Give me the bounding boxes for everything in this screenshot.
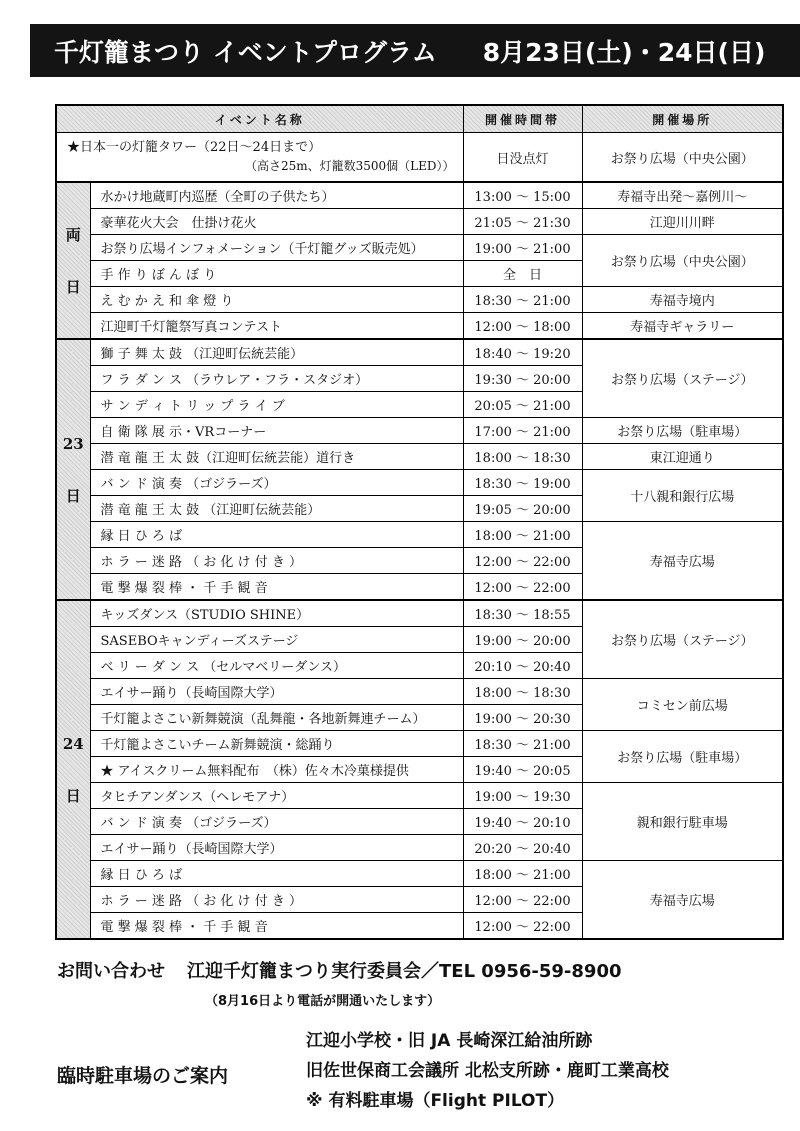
- event-name: お祭り広場インフォメーション（千灯籠グッズ販売処）: [90, 235, 463, 261]
- event-name: 縁 日 ひ ろ ば: [90, 861, 463, 887]
- event-time: 19:40 ～ 20:05: [463, 757, 582, 783]
- event-venue: 江迎川川畔: [582, 209, 783, 235]
- event-name: 千灯籠よさこいチーム新舞競演・総踊り: [90, 731, 463, 757]
- event-name: 手 作 り ぼ ん ぼ り: [90, 261, 463, 287]
- day-label: 両: [65, 225, 81, 244]
- day-label: 24: [62, 734, 84, 753]
- event-venue: お祭り広場（ステージ）: [582, 600, 783, 679]
- event-name: キッズダンス（STUDIO SHINE）: [90, 600, 463, 627]
- program-table-body: [56, 133, 783, 940]
- day-label-cell: [56, 339, 90, 600]
- header-event-name: イベント名称: [56, 105, 463, 133]
- event-time: 19:00 ～ 20:30: [463, 705, 582, 731]
- event-name: 豪華花火大会 仕掛け花火: [90, 209, 463, 235]
- event-name: 電 撃 爆 裂 棒 ・ 千 手 観 音: [90, 574, 463, 601]
- event-name: SASEBOキャンディーズステージ: [90, 627, 463, 653]
- event-name: 水かけ地蔵町内巡歴（全町の子供たち）: [90, 182, 463, 209]
- table-row: [56, 209, 783, 235]
- event-name: ベ リ ー ダ ン ス （セルマベリーダンス）: [90, 653, 463, 679]
- event-venue: 十八親和銀行広場: [582, 470, 783, 522]
- event-time: 19:05 ～ 20:00: [463, 496, 582, 522]
- program-table: [55, 104, 784, 940]
- table-row: [56, 287, 783, 313]
- table-row: [56, 313, 783, 340]
- event-time: 13:00 ～ 15:00: [463, 182, 582, 209]
- event-time: 18:30 ～ 19:00: [463, 470, 582, 496]
- page-header: [30, 24, 800, 77]
- header-time: 開催時間帯: [463, 105, 582, 133]
- table-row: [56, 235, 783, 261]
- event-time: 18:00 ～ 18:30: [463, 679, 582, 705]
- contact-label: お問い合わせ: [57, 961, 165, 982]
- event-name: 潜 竜 龍 王 太 鼓 （江迎町伝統芸能）: [90, 496, 463, 522]
- event-time: 全 日: [463, 261, 582, 287]
- contact-line: [57, 957, 622, 983]
- event-time: 12:00 ～ 18:00: [463, 313, 582, 340]
- event-time: 12:00 ～ 22:00: [463, 548, 582, 574]
- event-name: 縁 日 ひ ろ ば: [90, 522, 463, 548]
- event-time: 19:30 ～ 20:00: [463, 366, 582, 392]
- table-row: [56, 861, 783, 887]
- tower-row: [56, 133, 783, 183]
- table-row: [56, 418, 783, 444]
- event-venue: 寿福寺出発～嘉例川～: [582, 182, 783, 209]
- table-row: [56, 470, 783, 496]
- event-name: サ ン デ ィ ト リ ッ プ ラ イ ブ: [90, 392, 463, 418]
- event-venue: 寿福寺ギャラリー: [582, 313, 783, 340]
- event-time: 12:00 ～ 22:00: [463, 913, 582, 940]
- event-venue: お祭り広場（中央公園）: [582, 235, 783, 287]
- tower-subtitle: （高さ25m、灯籠数3500個（LED））: [244, 159, 455, 173]
- event-time: 18:30 ～ 18:55: [463, 600, 582, 627]
- table-row: [56, 444, 783, 470]
- day-label-cell: [56, 182, 90, 339]
- event-time: 17:00 ～ 21:00: [463, 418, 582, 444]
- parking-list: [306, 1026, 669, 1116]
- event-time: 19:00 ～ 21:00: [463, 235, 582, 261]
- day-label: 23: [62, 434, 84, 453]
- parking-line: 旧佐世保商工会議所 北松支所跡・鹿町工業高校: [306, 1061, 669, 1081]
- event-venue: 親和銀行駐車場: [582, 783, 783, 861]
- table-row: [56, 522, 783, 548]
- table-row: [56, 339, 783, 366]
- event-name: え む か え 和 傘 燈 り: [90, 287, 463, 313]
- table-row: [56, 679, 783, 705]
- tower-venue: お祭り広場（中央公園）: [582, 133, 783, 183]
- day-label: 日: [65, 277, 81, 296]
- event-name: 江迎町千灯籠祭写真コンテスト: [90, 313, 463, 340]
- event-name: バ ン ド 演 奏 （ゴジラーズ）: [90, 809, 463, 835]
- contact-note: （8月16日より電話が開通いたします）: [205, 994, 441, 1009]
- table-row: [56, 182, 783, 209]
- event-name: エイサー踊り（長崎国際大学）: [90, 679, 463, 705]
- event-venue: 寿福寺境内: [582, 287, 783, 313]
- event-name: 千灯籠よさこい新舞競演（乱舞龍・各地新舞連チーム）: [90, 705, 463, 731]
- program-table-container: [55, 104, 782, 934]
- event-time: 18:00 ～ 21:00: [463, 522, 582, 548]
- contact-organization: 江迎千灯籠まつり実行委員会／TEL 0956-59-8900: [187, 961, 622, 982]
- event-venue: お祭り広場（駐車場）: [582, 731, 783, 783]
- event-name: ホ ラ ー 迷 路 （ お 化 け 付 き ）: [90, 548, 463, 574]
- day-label: 日: [65, 786, 81, 805]
- event-name: エイサー踊り（長崎国際大学）: [90, 835, 463, 861]
- event-time: 18:40 ～ 19:20: [463, 339, 582, 366]
- event-time: 20:10 ～ 20:40: [463, 653, 582, 679]
- parking-title: 臨時駐車場のご案内: [57, 1065, 229, 1087]
- event-time: 12:00 ～ 22:00: [463, 574, 582, 601]
- event-name: 電 撃 爆 裂 棒 ・ 千 手 観 音: [90, 913, 463, 940]
- event-venue: お祭り広場（駐車場）: [582, 418, 783, 444]
- event-time: 18:00 ～ 21:00: [463, 861, 582, 887]
- event-venue: 寿福寺広場: [582, 522, 783, 601]
- event-time: 20:20 ～ 20:40: [463, 835, 582, 861]
- event-time: 19:00 ～ 20:00: [463, 627, 582, 653]
- event-name: ホ ラ ー 迷 路 （ お 化 け 付 き ）: [90, 887, 463, 913]
- event-time: 19:40 ～ 20:10: [463, 809, 582, 835]
- event-name: フ ラ ダ ン ス （ラウレア・フラ・スタジオ）: [90, 366, 463, 392]
- event-name: 潜 竜 龍 王 太 鼓（江迎町伝統芸能）道行き: [90, 444, 463, 470]
- event-venue: コミセン前広場: [582, 679, 783, 731]
- parking-line: ※ 有料駐車場（Flight PILOT）: [306, 1091, 565, 1111]
- day-label-cell: [56, 600, 90, 939]
- page-title: 千灯籠まつり イベントプログラム: [54, 37, 437, 67]
- event-venue: 寿福寺広場: [582, 861, 783, 940]
- parking-line: 江迎小学校・旧 JA 長崎深江給油所跡: [306, 1031, 593, 1051]
- event-time: 18:00 ～ 18:30: [463, 444, 582, 470]
- event-name: 獅 子 舞 太 鼓 （江迎町伝統芸能）: [90, 339, 463, 366]
- event-time: 21:05 ～ 21:30: [463, 209, 582, 235]
- event-name: タヒチアンダンス（ヘレモアナ）: [90, 783, 463, 809]
- event-time: 19:00 ～ 19:30: [463, 783, 582, 809]
- event-time: 12:00 ～ 22:00: [463, 887, 582, 913]
- tower-name: ★日本一の灯籠タワー（22日～24日まで）: [67, 140, 322, 155]
- event-dates: 8月23日(土)・24日(日): [482, 37, 766, 67]
- table-row: [56, 731, 783, 757]
- event-name: バ ン ド 演 奏 （ゴジラーズ）: [90, 470, 463, 496]
- event-venue: お祭り広場（ステージ）: [582, 339, 783, 418]
- tower-name-cell: [56, 133, 463, 183]
- event-name: 自 衛 隊 展 示・VRコーナー: [90, 418, 463, 444]
- table-row: [56, 783, 783, 809]
- table-header-row: [56, 105, 783, 133]
- header-venue: 開催場所: [582, 105, 783, 133]
- day-label: 日: [65, 486, 81, 505]
- event-time: 20:05 ～ 21:00: [463, 392, 582, 418]
- event-venue: 東江迎通り: [582, 444, 783, 470]
- event-time: 18:30 ～ 21:00: [463, 287, 582, 313]
- table-row: [56, 600, 783, 627]
- event-time: 18:30 ～ 21:00: [463, 731, 582, 757]
- event-name: ★ アイスクリーム無料配布 （株）佐々木冷菓様提供: [90, 757, 463, 783]
- tower-time: 日没点灯: [463, 133, 582, 183]
